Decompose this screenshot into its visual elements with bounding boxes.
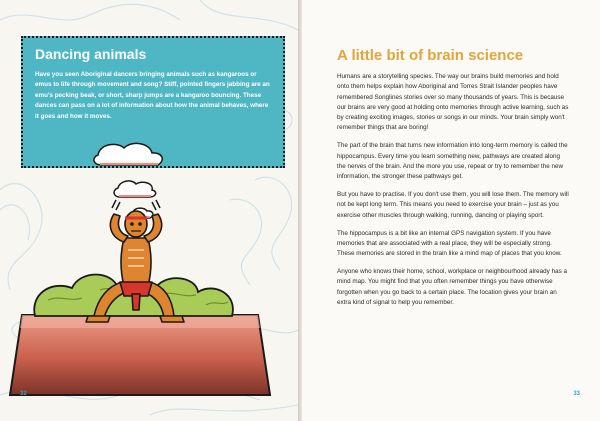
dancer-illustration	[0, 130, 298, 410]
ground-icon	[10, 315, 270, 395]
dancer-figure	[86, 200, 184, 322]
paragraph: The part of the brain that turns new information into long-term memory is called the hippocampus. Every time you learn something new, pathways are created along the nerves of the brain. And the more you use, repeat or try to remember the new information, the stronger these pathways get.	[337, 142, 568, 181]
thought-cloud-icon	[94, 143, 162, 218]
paragraph: But you have to practise. If you don't use them, you will lose them. The memory will not be kept long term. This means you need to exercise your brain – just as you exercise other muscles through walking, running, dancing or playing sport.	[337, 191, 569, 219]
page-number-left: 32	[20, 391, 27, 397]
page-number-right: 33	[573, 391, 580, 397]
paragraph: The hippocampus is a bit like an internal GPS navigation system. If you have memories that are associated with a real place, they will be especially strong. These memories are stored in the brain like a mind map of places that you know.	[337, 229, 562, 258]
right-page	[302, 0, 600, 421]
left-page	[0, 0, 298, 421]
callout-body: Have you seen Aboriginal dancers bringing animals such as kangaroos or emus to life through movement and song? Stiff, pointed fingers jabbing are an emu's pecking beak, or short, sharp jumps are a kangaroo bouncing. These dances can pass on a lot of information about how the animal behaves, where it goes and how it moves.	[35, 71, 270, 120]
paragraph: Anyone who knows their home, school, workplace or neighbourhood already has a mind map. You might find that you often remember things you have otherwise forgotten when you go back to a certain place. The location gives your brain an extra kind of signal to help you remember.	[337, 268, 567, 307]
callout-title: Dancing animals	[35, 46, 147, 62]
section-heading: A little bit of brain science	[337, 47, 524, 64]
body-text	[337, 72, 569, 316]
paragraph: Humans are a storytelling species. The way our brains build memories and hold onto them helps explain how Aboriginal and Torres Strait Islander peoples have remembered Songlines stories over so many thousands of years. This is because our brains are very good at holding onto memories through active learning, such as by creating exciting images, stories or songs in our minds. Your brain simply won't remember things that are boring!	[337, 73, 569, 132]
